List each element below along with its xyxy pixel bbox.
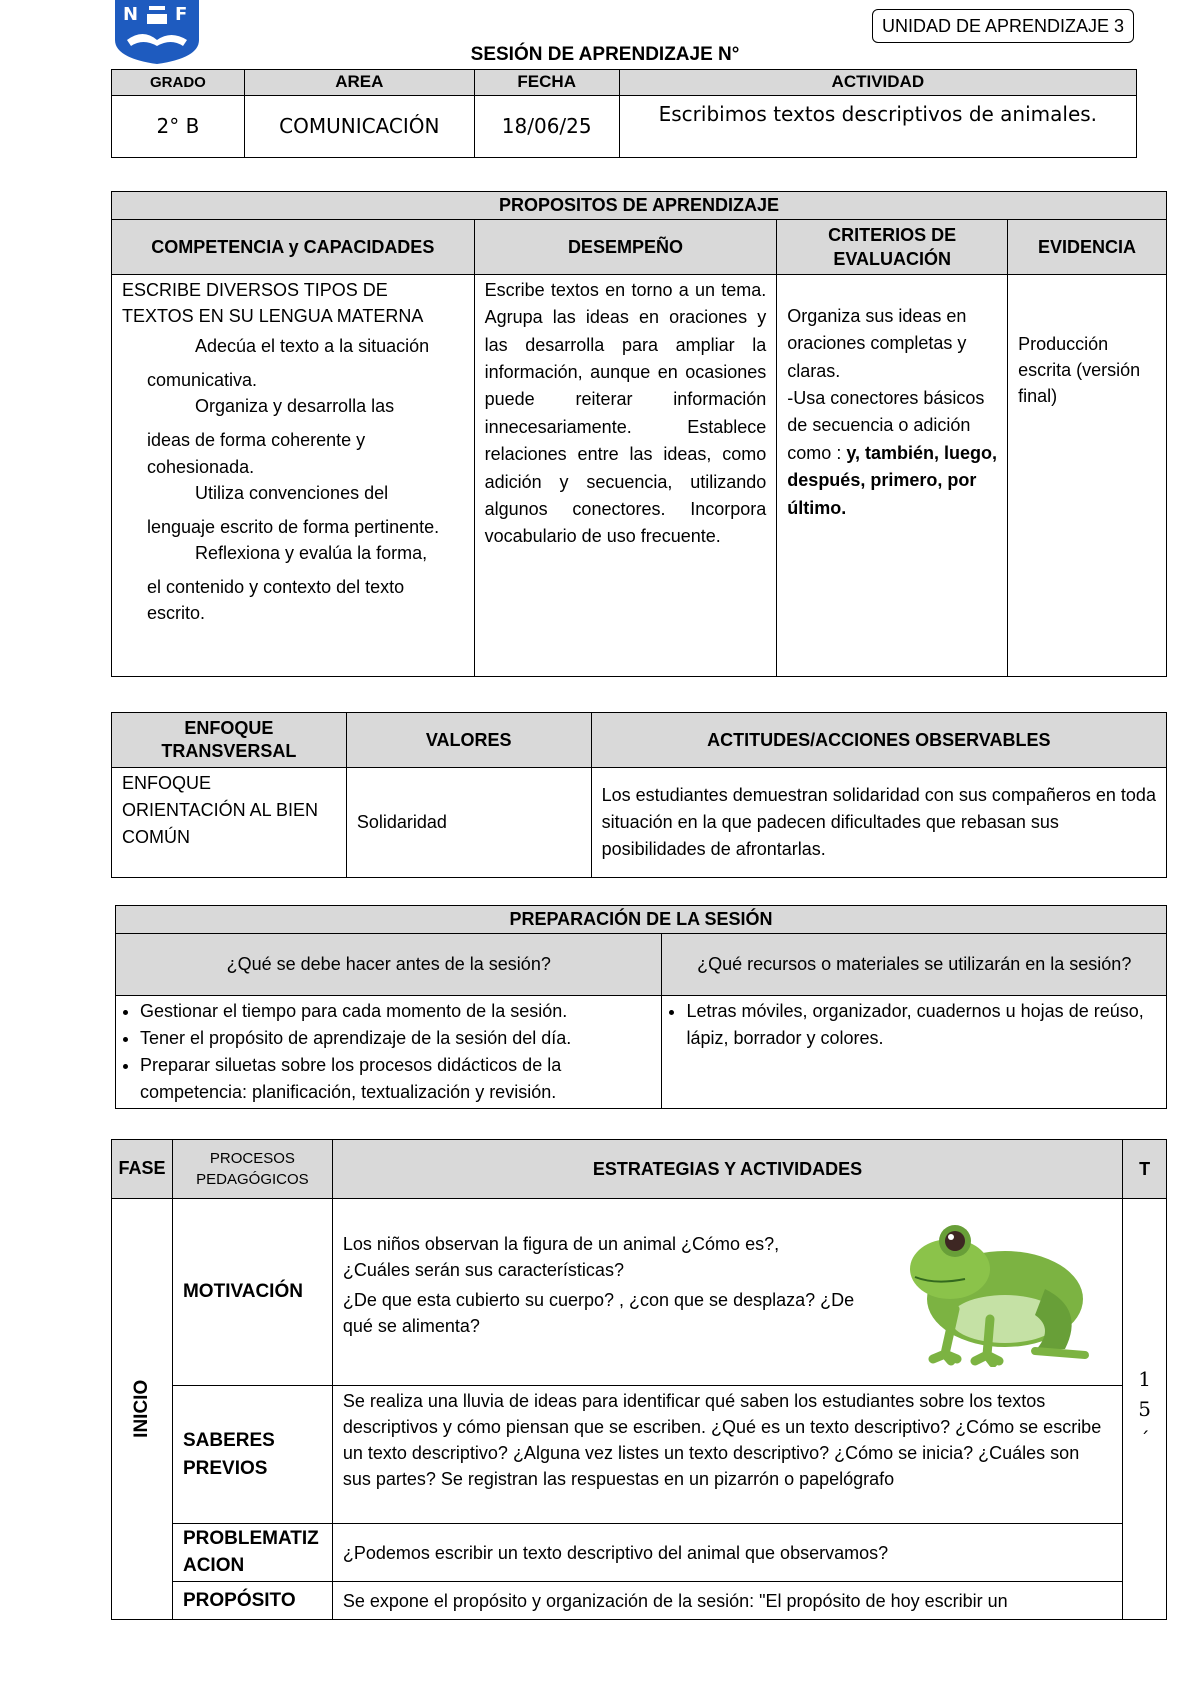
capacidad-2-first: Organiza y desarrolla las [195, 396, 395, 417]
actitudes-value: Los estudiantes demuestran solidaridad con sus compañeros en toda situación en la que padecen dificultades que rebasan sus posibilidades de afrontarlas. [591, 768, 1166, 878]
antes-list-cell [116, 996, 662, 1109]
capacidad-2-rest: ideas de forma coherente y cohesionada. [147, 430, 366, 477]
antes-list [120, 998, 651, 1106]
motivacion-cell [332, 1199, 1122, 1386]
evidencia-text: Producción escrita (versión final) [1008, 275, 1167, 677]
list-item: • Letras móviles, organizador, cuadernos u hojas de reúso, lápiz, borrador y colores. [686, 998, 1156, 1052]
capacidad-4-rest: el contenido y contexto del texto escrito. [147, 576, 405, 624]
header-evidencia: EVIDENCIA [1008, 220, 1167, 275]
recursos-list [666, 998, 1156, 1052]
preparacion-table [115, 905, 1167, 1109]
actividad-value: Escribimos textos descriptivos de animales. [619, 96, 1136, 158]
header-competencia: COMPETENCIA y CAPACIDADES [112, 220, 475, 275]
list-item: • Preparar siluetas sobre los procesos didácticos de la competencia: planificación, textualización y revisión. [140, 1052, 651, 1106]
header-desempeno: DESEMPEÑO [474, 220, 777, 275]
header-tiempo: T [1123, 1140, 1167, 1199]
area-value: COMUNICACIÓN [244, 96, 474, 158]
header-estrategias: ESTRATEGIAS Y ACTIVIDADES [332, 1140, 1122, 1199]
capacidad-3-rest: lenguaje escrito de forma pertinente. [147, 516, 440, 537]
header-actitudes: ACTITUDES/ACCIONES OBSERVABLES [591, 713, 1166, 768]
list-item: • Gestionar el tiempo para cada momento de la sesión. [140, 998, 651, 1025]
header-valores: VALORES [346, 713, 591, 768]
header-criterios: CRITERIOS DE EVALUACIÓN [777, 220, 1008, 275]
enfoque-value: ENFOQUE ORIENTACIÓN AL BIEN COMÚN [112, 768, 347, 878]
fecha-value: 18/06/25 [474, 96, 619, 158]
proceso-problematizacion: PROBLEMATIZACION [172, 1524, 332, 1582]
enfoque-table [111, 712, 1167, 878]
unit-label-box [872, 9, 1134, 43]
criterios-cell [777, 275, 1008, 677]
criterios-text-1: Organiza sus ideas en oraciones completas y claras. [787, 306, 967, 381]
grado-value: 2° B [112, 96, 245, 158]
competencia-cell [112, 275, 475, 677]
capacidad-4-first: Reflexiona y evalúa la forma, [195, 542, 428, 563]
criterios-text-2: -Usa conectores básicos de secuencia o adición como : [787, 388, 985, 463]
proposito-text: Se expone el propósito y organización de la sesión: "El propósito de hoy escribir un [332, 1582, 1122, 1620]
question-recursos: ¿Qué recursos o materiales se utilizarán en la sesión? [662, 934, 1167, 996]
preparacion-title: PREPARACIÓN DE LA SESIÓN [116, 906, 1167, 934]
fase-inicio-cell [112, 1199, 173, 1620]
saberes-text: Se realiza una lluvia de ideas para identificar qué saben los estudiantes sobre los textos descriptivos y cómo piensan que se escriben. ¿Qué es un texto descriptivo? ¿Cómo se escribe un texto descriptivo? ¿Alguna vez listes un texto descriptivo? ¿Cómo se inicia? ¿Cuáles son sus partes? Se registran las respuestas en un pizarrón o papelógrafo [332, 1386, 1122, 1524]
tiempo-cell [1123, 1199, 1167, 1620]
valor-value: Solidaridad [346, 768, 591, 878]
unit-label: UNIDAD DE APRENDIZAJE 3 [881, 15, 1125, 36]
proceso-saberes: SABERES PREVIOS [172, 1386, 332, 1524]
competencia-text: ESCRIBE DIVERSOS TIPOS DE TEXTOS EN SU LENGUA MATERNA [122, 280, 424, 327]
tiempo-value: 15´ [1138, 1367, 1151, 1452]
motivacion-text-2: ¿De que esta cubierto su cuerpo? , ¿con que se desplaza? ¿De qué se alimenta? [342, 1290, 855, 1337]
header-enfoque: ENFOQUE TRANSVERSAL [112, 713, 347, 768]
header-area: AREA [244, 70, 474, 96]
header-procesos: PROCESOS PEDAGÓGICOS [172, 1140, 332, 1199]
problematizacion-text: ¿Podemos escribir un texto descriptivo del animal que observamos? [332, 1524, 1122, 1582]
recursos-list-cell [662, 996, 1167, 1109]
header-grado: GRADO [112, 70, 245, 96]
proceso-motivacion: MOTIVACIÓN [172, 1199, 332, 1386]
capacidad-1-rest: comunicativa. [147, 370, 258, 391]
info-table [111, 69, 1137, 158]
question-antes: ¿Qué se debe hacer antes de la sesión? [116, 934, 662, 996]
capacidad-1-first: Adecúa el texto a la situación [195, 336, 430, 357]
list-item: • Tener el propósito de aprendizaje de la sesión del día. [140, 1025, 651, 1052]
propositos-table [111, 191, 1167, 677]
header-actividad: ACTIVIDAD [619, 70, 1136, 96]
fase-inicio: INICIO [131, 1380, 153, 1439]
propositos-title: PROPOSITOS DE APRENDIZAJE [112, 192, 1167, 220]
desempeno-text: Escribe textos en torno a un tema. Agrupa las ideas en oraciones y las desarrolla para ampliar la información, aunque en ocasiones puede reiterar información innecesariamente. Establece relaciones entre las ideas, como adición y secuencia, utilizando algunos conectores. Incorpora vocabulario de uso frecuente. [474, 275, 777, 677]
capacidad-3-first: Utiliza convenciones del [195, 482, 389, 503]
svg-text:N: N [123, 4, 139, 25]
session-title: SESIÓN DE APRENDIZAJE N° [470, 44, 740, 65]
criterios-connectors: y, también, luego, después, primero, por último. [787, 442, 998, 518]
proceso-proposito: PROPÓSITO [172, 1582, 332, 1620]
header-fase: FASE [112, 1140, 173, 1199]
header-fecha: FECHA [474, 70, 619, 96]
svg-text:F: F [175, 4, 188, 25]
frog-image [895, 1219, 1095, 1367]
secuencia-table [111, 1139, 1167, 1620]
motivacion-text-1: Los niños observan la figura de un animal ¿Cómo es?, ¿Cuáles serán sus características? [342, 1234, 780, 1281]
